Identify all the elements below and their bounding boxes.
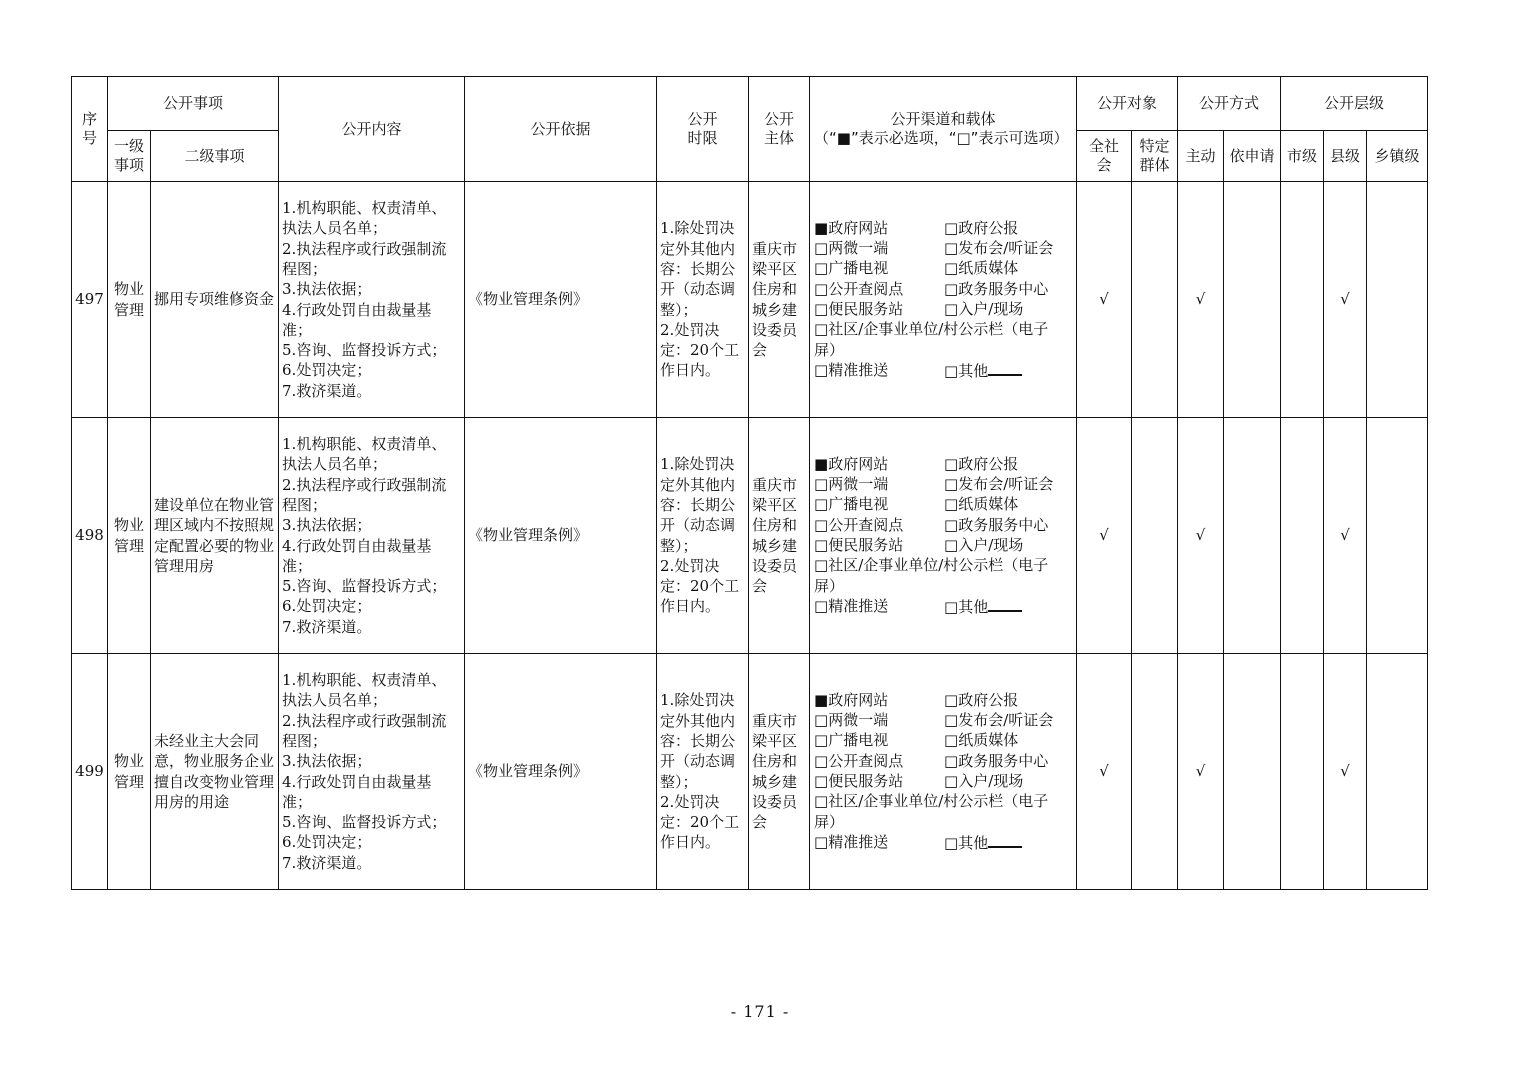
channel-targeted-push: □精准推送 bbox=[814, 832, 889, 851]
cell-line: 7.救济渠道。 bbox=[282, 617, 372, 636]
header-channel bbox=[810, 77, 1077, 182]
header-content: 公开内容 bbox=[279, 77, 465, 182]
channel-gov-website: ■政府网站 bbox=[814, 218, 889, 237]
cell-line: 重庆市 bbox=[752, 711, 798, 730]
header-method-active: 主动 bbox=[1178, 131, 1224, 182]
cell-method-active: √ bbox=[1178, 654, 1224, 890]
cell-line: 程图； bbox=[282, 495, 328, 514]
cell-target-specific bbox=[1132, 654, 1178, 890]
cell-time-limit bbox=[657, 418, 749, 654]
table-row bbox=[72, 418, 1428, 654]
cell-level-city bbox=[1281, 182, 1324, 418]
cell-line: 整）； bbox=[660, 300, 698, 319]
channel-reading-point: □公开查阅点 bbox=[814, 751, 904, 770]
channel-targeted-push: □精准推送 bbox=[814, 596, 889, 615]
cell-line: 2.处罚决 bbox=[660, 556, 720, 575]
channel-notice-board: □社区/企事业单位/村公示栏（电子 bbox=[814, 320, 1049, 339]
channel-service-station: □便民服务站 bbox=[814, 536, 904, 554]
cell-seq: 499 bbox=[72, 654, 108, 890]
cell-line: 梁平区 bbox=[752, 259, 798, 278]
header-method-apply: 依申请 bbox=[1224, 131, 1281, 182]
cell-level-town bbox=[1367, 182, 1428, 418]
channel-onsite: □入户/现场 bbox=[944, 772, 1024, 790]
channel-press-hearing: □发布会/听证会 bbox=[944, 239, 1054, 258]
header-level1: 一级事项 bbox=[108, 131, 151, 182]
channel-notice-board: □社区/企事业单位/村公示栏（电子 bbox=[814, 556, 1049, 575]
cell-level1: 物业管理 bbox=[108, 182, 151, 418]
cell-time-limit bbox=[657, 654, 749, 890]
header-level-county: 县级 bbox=[1324, 131, 1367, 182]
cell-line: 会 bbox=[752, 813, 768, 832]
channel-press-hearing: □发布会/听证会 bbox=[944, 475, 1054, 494]
cell-channels bbox=[810, 654, 1077, 890]
cell-method-active: √ bbox=[1178, 418, 1224, 654]
channel-press-hearing: □发布会/听证会 bbox=[944, 711, 1054, 730]
cell-line: 7.救济渠道。 bbox=[282, 381, 372, 400]
header-level-city: 市级 bbox=[1281, 131, 1324, 182]
channel-print-media: □纸质媒体 bbox=[944, 495, 1019, 514]
cell-line: 执法人员名单； bbox=[282, 455, 388, 474]
channel-other: □其他 bbox=[944, 832, 1076, 853]
cell-line: 6.处罚决定； bbox=[282, 361, 372, 380]
cell-line: 容：长期公 bbox=[660, 495, 736, 514]
cell-line: 1.除处罚决 bbox=[660, 691, 735, 710]
channel-other: □其他 bbox=[944, 360, 1076, 381]
header-items-group: 公开事项 bbox=[108, 77, 279, 131]
cell-line: 作日内。 bbox=[660, 597, 721, 616]
cell-line: 定外其他内 bbox=[660, 475, 736, 494]
cell-level-county: √ bbox=[1324, 418, 1367, 654]
cell-line: 定外其他内 bbox=[660, 239, 736, 258]
cell-level-town bbox=[1367, 418, 1428, 654]
cell-line: 3.执法依据； bbox=[282, 752, 372, 771]
header-subject: 公开主体 bbox=[749, 77, 810, 182]
cell-line: 1.除处罚决 bbox=[660, 455, 735, 474]
header-channel-title: 公开渠道和载体 bbox=[890, 110, 996, 128]
cell-subject bbox=[749, 654, 810, 890]
cell-line: 设委员 bbox=[752, 792, 798, 811]
cell-line: 定：20个工 bbox=[660, 577, 740, 596]
cell-line: 作日内。 bbox=[660, 361, 721, 380]
cell-line: 城乡建 bbox=[752, 300, 798, 319]
header-seq: 序号 bbox=[72, 77, 108, 182]
header-target-specific: 特定群体 bbox=[1132, 131, 1178, 182]
cell-level-town bbox=[1367, 654, 1428, 890]
cell-line: 住房和 bbox=[752, 280, 798, 299]
cell-line: 准； bbox=[282, 792, 313, 811]
cell-target-all: √ bbox=[1077, 654, 1132, 890]
table-row bbox=[72, 654, 1428, 890]
cell-line: 容：长期公 bbox=[660, 731, 736, 750]
channel-gov-website: ■政府网站 bbox=[814, 690, 889, 709]
cell-level2: 挪用专项维修资金 bbox=[151, 182, 279, 418]
channel-gov-website: ■政府网站 bbox=[814, 454, 889, 473]
cell-level2: 建设单位在物业管理区域内不按照规定配置必要的物业管理用房 bbox=[151, 418, 279, 654]
cell-line: 1.机构职能、权责清单、 bbox=[282, 435, 447, 454]
cell-line: 住房和 bbox=[752, 752, 798, 771]
header-method-group: 公开方式 bbox=[1178, 77, 1281, 131]
channel-onsite: □入户/现场 bbox=[944, 536, 1024, 554]
cell-line: 定外其他内 bbox=[660, 711, 736, 730]
cell-line: 执法人员名单； bbox=[282, 691, 388, 710]
cell-line: 设委员 bbox=[752, 556, 798, 575]
cell-line: 程图； bbox=[282, 259, 328, 278]
header-level-town: 乡镇级 bbox=[1367, 131, 1428, 182]
cell-line: 作日内。 bbox=[660, 833, 721, 852]
cell-target-specific bbox=[1132, 182, 1178, 418]
channel-reading-point: □公开查阅点 bbox=[814, 279, 904, 298]
header-channel-note: （“■”表示必选项，“□”表示可选项） bbox=[814, 129, 1069, 147]
cell-seq: 498 bbox=[72, 418, 108, 654]
channel-notice-board: □社区/企事业单位/村公示栏（电子 bbox=[814, 792, 1049, 811]
cell-line: 梁平区 bbox=[752, 495, 798, 514]
cell-target-all: √ bbox=[1077, 182, 1132, 418]
cell-level1: 物业管理 bbox=[108, 418, 151, 654]
channel-other: □其他 bbox=[944, 596, 1076, 617]
cell-seq: 497 bbox=[72, 182, 108, 418]
header-basis: 公开依据 bbox=[465, 77, 657, 182]
channel-social-media: □两微一端 bbox=[814, 475, 889, 494]
cell-subject bbox=[749, 182, 810, 418]
cell-line: 执法人员名单； bbox=[282, 219, 388, 238]
cell-line: 5.咨询、监督投诉方式； bbox=[282, 813, 447, 832]
cell-line: 会 bbox=[752, 341, 768, 360]
channel-service-station: □便民服务站 bbox=[814, 772, 904, 790]
cell-line: 整）； bbox=[660, 772, 698, 791]
header-level2: 二级事项 bbox=[151, 131, 279, 182]
cell-line: 6.处罚决定； bbox=[282, 597, 372, 616]
channel-reading-point: □公开查阅点 bbox=[814, 515, 904, 534]
cell-level-county: √ bbox=[1324, 182, 1367, 418]
page-number: - 171 - bbox=[730, 1002, 790, 1021]
cell-line: 会 bbox=[752, 577, 768, 596]
cell-line: 4.行政处罚自由裁量基 bbox=[282, 772, 432, 791]
cell-line: 城乡建 bbox=[752, 772, 798, 791]
cell-channels bbox=[810, 418, 1077, 654]
cell-line: 准； bbox=[282, 556, 313, 575]
cell-subject bbox=[749, 418, 810, 654]
cell-line: 3.执法依据； bbox=[282, 280, 372, 299]
cell-line: 开（动态调 bbox=[660, 516, 736, 535]
channel-service-center: □政务服务中心 bbox=[944, 751, 1049, 770]
channel-gov-bulletin: □政府公报 bbox=[944, 690, 1019, 709]
cell-line: 4.行政处罚自由裁量基 bbox=[282, 536, 432, 555]
cell-line: 重庆市 bbox=[752, 239, 798, 258]
cell-line: 6.处罚决定； bbox=[282, 833, 372, 852]
cell-line: 定：20个工 bbox=[660, 813, 740, 832]
cell-line: 梁平区 bbox=[752, 731, 798, 750]
cell-method-apply bbox=[1224, 654, 1281, 890]
cell-level-city bbox=[1281, 654, 1324, 890]
cell-line: 城乡建 bbox=[752, 536, 798, 555]
channel-gov-bulletin: □政府公报 bbox=[944, 454, 1019, 473]
channel-broadcast: □广播电视 bbox=[814, 731, 889, 750]
cell-line: 设委员 bbox=[752, 320, 798, 339]
header-target-all: 全社会 bbox=[1077, 131, 1132, 182]
table-row bbox=[72, 182, 1428, 418]
disclosure-table bbox=[71, 76, 1428, 890]
channel-notice-board-cont: 屏） bbox=[814, 812, 845, 831]
channel-gov-bulletin: □政府公报 bbox=[944, 218, 1019, 237]
cell-basis: 《物业管理条例》 bbox=[465, 418, 657, 654]
channel-service-center: □政务服务中心 bbox=[944, 515, 1049, 534]
channel-print-media: □纸质媒体 bbox=[944, 259, 1019, 278]
cell-line: 1.除处罚决 bbox=[660, 219, 735, 238]
cell-line: 2.执法程序或行政强制流 bbox=[282, 239, 447, 258]
channel-targeted-push: □精准推送 bbox=[814, 360, 889, 379]
cell-line: 开（动态调 bbox=[660, 752, 736, 771]
channel-notice-board-cont: 屏） bbox=[814, 340, 845, 359]
cell-channels bbox=[810, 182, 1077, 418]
cell-method-apply bbox=[1224, 182, 1281, 418]
cell-line: 重庆市 bbox=[752, 475, 798, 494]
cell-method-active: √ bbox=[1178, 182, 1224, 418]
cell-line: 5.咨询、监督投诉方式； bbox=[282, 341, 447, 360]
cell-line: 5.咨询、监督投诉方式； bbox=[282, 577, 447, 596]
cell-line: 准； bbox=[282, 320, 313, 339]
channel-broadcast: □广播电视 bbox=[814, 259, 889, 278]
cell-line: 4.行政处罚自由裁量基 bbox=[282, 300, 432, 319]
cell-line: 定：20个工 bbox=[660, 341, 740, 360]
cell-basis: 《物业管理条例》 bbox=[465, 182, 657, 418]
channel-social-media: □两微一端 bbox=[814, 711, 889, 730]
cell-line: 7.救济渠道。 bbox=[282, 853, 372, 872]
cell-line: 2.执法程序或行政强制流 bbox=[282, 711, 447, 730]
cell-basis: 《物业管理条例》 bbox=[465, 654, 657, 890]
cell-content bbox=[279, 418, 465, 654]
channel-print-media: □纸质媒体 bbox=[944, 731, 1019, 750]
header-time-limit: 公开时限 bbox=[657, 77, 749, 182]
cell-content bbox=[279, 654, 465, 890]
cell-line: 住房和 bbox=[752, 516, 798, 535]
channel-onsite: □入户/现场 bbox=[944, 300, 1024, 318]
channel-broadcast: □广播电视 bbox=[814, 495, 889, 514]
cell-level-city bbox=[1281, 418, 1324, 654]
cell-line: 整）； bbox=[660, 536, 698, 555]
cell-time-limit bbox=[657, 182, 749, 418]
cell-line: 1.机构职能、权责清单、 bbox=[282, 671, 447, 690]
cell-method-apply bbox=[1224, 418, 1281, 654]
header-target-group: 公开对象 bbox=[1077, 77, 1178, 131]
cell-level1: 物业管理 bbox=[108, 654, 151, 890]
cell-line: 2.处罚决 bbox=[660, 792, 720, 811]
cell-line: 开（动态调 bbox=[660, 280, 736, 299]
cell-line: 1.机构职能、权责清单、 bbox=[282, 199, 447, 218]
cell-line: 容：长期公 bbox=[660, 259, 736, 278]
header-level-group: 公开层级 bbox=[1281, 77, 1428, 131]
cell-line: 3.执法依据； bbox=[282, 516, 372, 535]
cell-line: 2.处罚决 bbox=[660, 320, 720, 339]
cell-target-specific bbox=[1132, 418, 1178, 654]
channel-notice-board-cont: 屏） bbox=[814, 576, 845, 595]
channel-social-media: □两微一端 bbox=[814, 239, 889, 258]
channel-service-center: □政务服务中心 bbox=[944, 279, 1049, 298]
cell-content bbox=[279, 182, 465, 418]
cell-line: 2.执法程序或行政强制流 bbox=[282, 475, 447, 494]
table-body bbox=[72, 182, 1428, 890]
cell-target-all: √ bbox=[1077, 418, 1132, 654]
channel-service-station: □便民服务站 bbox=[814, 300, 904, 318]
cell-level-county: √ bbox=[1324, 654, 1367, 890]
cell-line: 程图； bbox=[282, 731, 328, 750]
cell-level2: 未经业主大会同意，物业服务企业擅自改变物业管理用房的用途 bbox=[151, 654, 279, 890]
